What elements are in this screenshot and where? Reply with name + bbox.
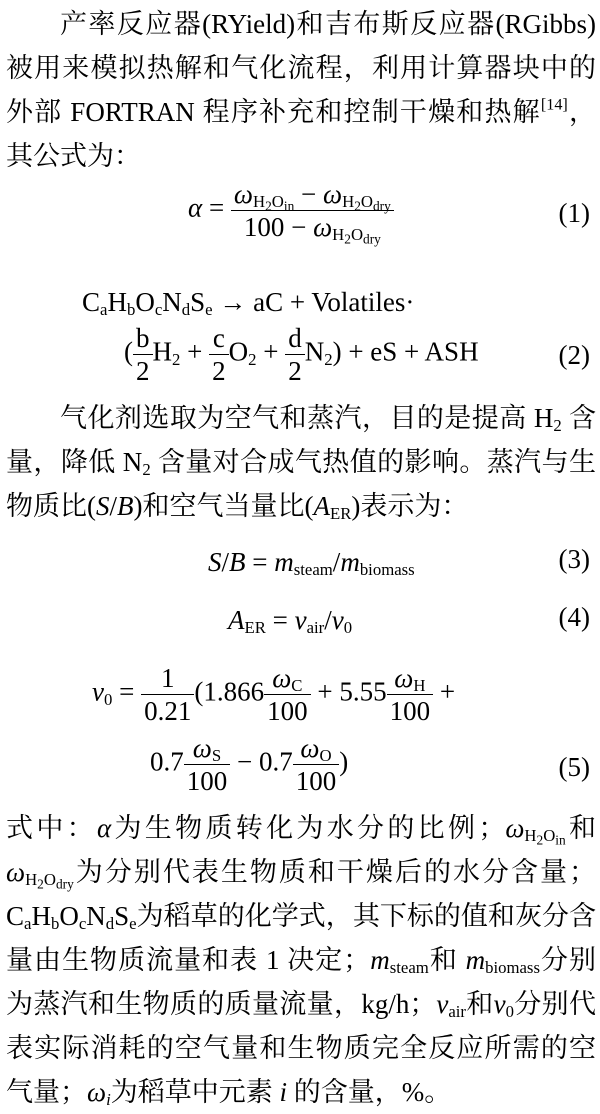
equation-5-number: (5): [558, 752, 590, 782]
equation-2-line-1: $C_aH_bO_cN_dS_e$ → aC + Volatiles·: [82, 287, 415, 320]
equation-2-line-2: ( $\frac{b}{2}$ $H_2$ + $\frac{c}{2}$ $O_2$ + $\frac{d}{2}$ $N_2$) + eS + ASH: [124, 323, 479, 386]
alpha-symbol: α: [188, 192, 203, 223]
intro-text: 产率反应器(RYield)和吉布斯反应器(RGibbs)被用来模拟热解和气化流程，利用计算器块中的外部 FORTRAN 程序补充和控制干燥和热解: [6, 9, 596, 127]
citation: [14]: [540, 95, 568, 114]
equation-1: α = $\frac{\omega_{H_2O_{in}} - \omega_{H_2O_{dry}}}{100 - \omega_{H_2O_{dry}}}$: [188, 178, 394, 243]
equation-5-line-2: 0.7 $\frac{\omega_S}{100}$ − 0.7 $\frac{\omega_O}{100}$ ): [150, 733, 349, 796]
equation-3: $S/B = m_{steam}/m_{biomass}$: [208, 547, 415, 580]
equation-1-fraction: $\frac{\omega_{H_2O_{in}} - \omega_{H_2O_{dry}}}{100 - \omega_{H_2O_{dry}}}$: [231, 178, 394, 243]
equation-5-line-1: $\nu_0$ = $\frac{1}{0.21}$ (1.866 $\frac{\omega_C}{100}$ + 5.55 $\frac{\omega_H}{100}$ +: [92, 663, 456, 726]
intro-tail: ，其公式为：: [6, 97, 596, 171]
equation-4-number: (4): [558, 602, 590, 632]
gasification-paragraph: 气化剂选取为空气和蒸汽，目的是提高 $H_2$ 含量，降低 $N_2$ 含量对合成气热值的影响。蒸汽与生物质比(S/B)和空气当量比$(A_{ER})$表示为：: [6, 403, 597, 524]
equation-3-number: (3): [558, 544, 590, 574]
equation-1-number: (1): [558, 198, 590, 228]
definitions-paragraph: 式中：α为生物质转化为水分的比例；$\omega_{H_2O_{in}}$和$\omega_{H_2O_{dry}}$为分别代表生物质和干燥后的水分含量；$C_aH_bO_cN_dS_e$为稻草的化学式，其下标的值和灰分含量由生物质流量和表 1 决定；$m_{steam}$和 $m_{biomass}$分别为蒸汽和生物质的质量流量，kg/h；$\nu_{air}$和$\nu_0$分别代表实际消耗的空气量和生物质完全反应所需的空气量；$\omega_i$为稻草中元素 i 的含量，%。: [6, 813, 597, 1110]
intro-paragraph: [6, 2, 596, 178]
equation-4: $A_{ER} = \nu_{air}/\nu_0$: [228, 605, 353, 638]
equation-2-number: (2): [558, 340, 590, 370]
